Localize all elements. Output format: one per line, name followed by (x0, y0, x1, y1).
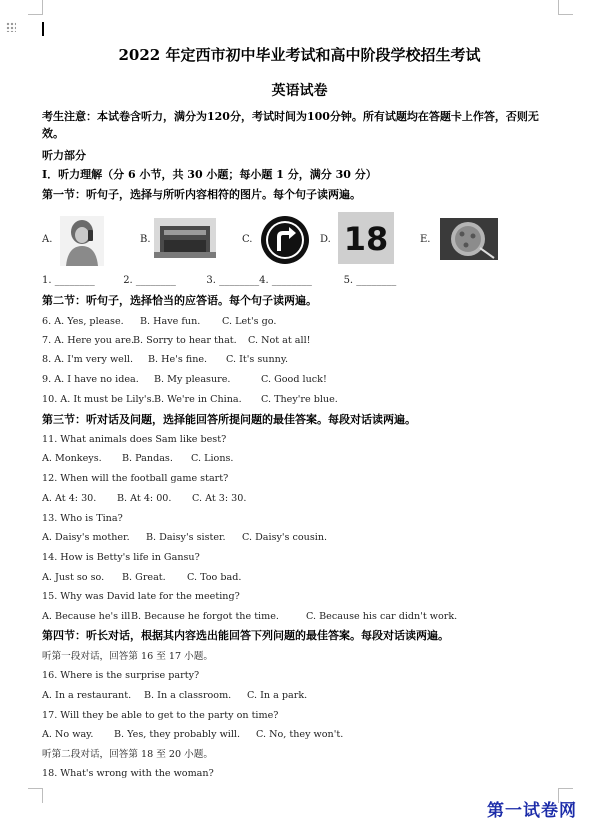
question-13-options (42, 532, 327, 544)
picture-label: D. (320, 234, 331, 245)
question-11-options (42, 453, 233, 465)
listening-part-heading: 听力部分 (42, 149, 86, 162)
option: B. In a classroom. (144, 690, 232, 701)
question-15: 15. Why was David late for the meeting? (42, 591, 240, 602)
option: C. Because his car didn't work. (306, 611, 458, 622)
option: A. At 4: 30. (42, 493, 97, 504)
question-16: 16. Where is the surprise party? (42, 670, 200, 681)
option: C. Daisy's cousin. (242, 532, 328, 543)
question-7-options (42, 335, 311, 347)
option: B. Have fun. (140, 316, 201, 327)
answer-blank[interactable]: 2. ________ (123, 275, 176, 286)
option: A. Monkeys. (42, 453, 102, 464)
option: B. Sorry to hear that. (133, 335, 237, 346)
picture-label: B. (140, 234, 151, 245)
question-12-options (42, 493, 246, 505)
page-corner-mark (28, 0, 43, 15)
question-9-options (42, 374, 327, 386)
option: C. Too bad. (187, 572, 242, 583)
option: C. Let's go. (222, 316, 277, 327)
option: B. Great. (122, 572, 166, 583)
page-corner-mark (28, 788, 43, 803)
building-photo-icon (154, 218, 216, 258)
section4-heading: 第四节：听长对话，根据其内容选出能回答下列问题的最佳答案。每段对话读两遍。 (42, 629, 449, 642)
option: B. He's fine. (148, 354, 208, 365)
question-18: 18. What's wrong with the woman? (42, 768, 214, 779)
section2-heading: 第二节：听句子，选择恰当的应答语。每个句子读两遍。 (42, 294, 317, 307)
question-12: 12. When will the football game start? (42, 473, 229, 484)
section3-heading: 第三节：听对话及问题，选择能回答所提问题的最佳答案。每段对话读两遍。 (42, 413, 416, 426)
question-15-options (42, 611, 457, 623)
picture-label: E. (420, 234, 431, 245)
option: A. Because he's ill (42, 611, 131, 622)
question-17-options (42, 729, 343, 741)
option: B. Because he forgot the time. (131, 611, 279, 622)
answer-blanks (42, 275, 396, 286)
question-13: 13. Who is Tina? (42, 513, 123, 524)
text-cursor (42, 22, 44, 36)
question-14: 14. How is Betty's life in Gansu? (42, 552, 200, 563)
answer-blank[interactable]: 3. ________4. ________ (206, 275, 312, 286)
option: B. We're in China. (154, 394, 242, 405)
turn-right-sign-icon (260, 215, 310, 265)
page-corner-mark (558, 0, 573, 15)
option: A. In a restaurant. (42, 690, 132, 701)
section1-heading: 第一节：听句子，选择与所听内容相符的图片。每个句子读两遍。 (42, 188, 361, 201)
option: C. Not at all! (248, 335, 311, 346)
option: B. At 4: 00. (117, 493, 172, 504)
option: 10. A. It must be Lily's. (42, 394, 155, 405)
question-8-options (42, 354, 288, 366)
number-18-text: 18 (343, 220, 389, 258)
question-10-options (42, 394, 338, 406)
option: 7. A. Here you are. (42, 335, 135, 346)
option: C. It's sunny. (226, 354, 289, 365)
site-watermark: 第一试卷网 (487, 801, 577, 821)
option: C. At 3: 30. (192, 493, 247, 504)
option: C. Lions. (191, 453, 234, 464)
option: C. No, they won't. (256, 729, 344, 740)
part1-title: Ⅰ．听力理解（分 6 小节，共 30 小题；每小题 1 分，满分 30 分） (42, 168, 377, 181)
option: C. They're blue. (261, 394, 338, 405)
question-16-options (42, 690, 307, 702)
number-18-icon (338, 212, 394, 264)
picture-label: A. (42, 234, 53, 245)
option: B. Pandas. (122, 453, 173, 464)
option: 6. A. Yes, please. (42, 316, 124, 327)
question-14-options (42, 572, 241, 584)
answer-blank[interactable]: 1. ________ (42, 275, 95, 286)
picture-label: C. (242, 234, 253, 245)
option: A. Daisy's mother. (42, 532, 130, 543)
option: C. Good luck! (261, 374, 327, 385)
drag-handle-icon[interactable] (6, 22, 16, 32)
option: B. Daisy's sister. (146, 532, 226, 543)
option: 9. A. I have no idea. (42, 374, 139, 385)
picture-options (42, 210, 562, 270)
person-with-phone-icon (60, 216, 104, 266)
option: C. In a park. (247, 690, 308, 701)
dialog-1-instruction: 听第一段对话，回答第 16 至 17 小题。 (42, 651, 213, 662)
question-6-options (42, 316, 276, 328)
question-11: 11. What animals does Sam like best? (42, 434, 227, 445)
option: B. My pleasure. (154, 374, 231, 385)
option: A. No way. (42, 729, 94, 740)
option: A. Just so so. (42, 572, 105, 583)
exam-subtitle: 英语试卷 (271, 83, 328, 99)
dialog-2-instruction: 听第二段对话，回答第 18 至 20 小题。 (42, 749, 213, 760)
option: B. Yes, they probably will. (114, 729, 241, 740)
exam-title: 2022 年定西市初中毕业考试和高中阶段学校招生考试 (118, 46, 481, 64)
exam-notice: 考生注意：本试卷含听力，满分为120分，考试时间为100分钟。所有试题均在答题卡上作答，否则无效。 (42, 110, 539, 140)
pizza-icon (440, 218, 498, 260)
answer-blank[interactable]: 5. ________ (343, 275, 397, 286)
question-17: 17. Will they be able to get to the party on time? (42, 710, 279, 721)
option: 8. A. I'm very well. (42, 354, 134, 365)
